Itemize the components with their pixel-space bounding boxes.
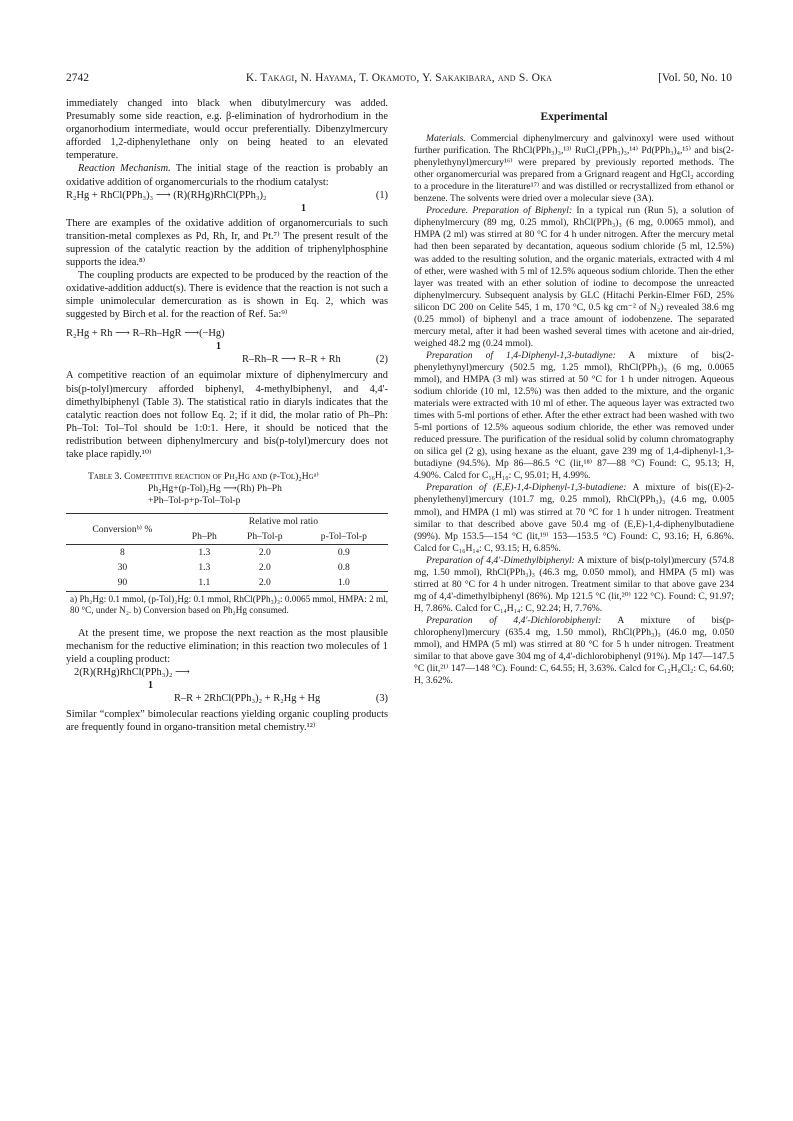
table-col-1: Ph–Tol-p: [230, 529, 300, 545]
section-heading-mechanism: Reaction Mechanism.: [78, 163, 171, 175]
table-footnote: a) Ph₂Hg: 0.1 mmol, (p-Tol)₂Hg: 0.1 mmol, RhCl(PPh₃)₃: 0.0065 mmol, HMPA: 2 ml, 80 °C, under N₂. b) Conversion based on Ph₂Hg consumed.: [70, 593, 388, 616]
paragraph-butadiyne: Preparation of 1,4-Diphenyl-1,3-butadiyne: A mixture of bis(2-phenylethynyl)mercury (502.5 mg, 1.25 mmol), RhCl(PPh₃)₃ (6 mg, 0.0065 mmol), and HMPA (3 ml) was stirred at 50 °C for 1 h under nitrogen. Aqueous sodium chloride (10 ml, 12.5%) was then added to the mixture, and the organic materials were extracted with 10 ml of ether. The aqueous layer was extracted two times with 5-ml portions of ether. After the ether extract had been washed with two 5-ml portions of 12.5% aqueous sodium chloride, the ether was removed under reduced pressure. The purification of the residual solid by column chromatography on silica gel (2 g), using hexane as the eluant, gave 239 mg of 1,4-diphenyl-1,3-butadiyne (94.5%). Mp 86—86.5 °C (lit,¹⁸⁾ 87—88 °C) Found: C, 95.13; H, 4.90%. Calcd for C₁₆H₁₀: C, 95.01; H, 4.99%.: [414, 349, 734, 482]
table-3: [66, 513, 388, 591]
volume-info: [Vol. 50, No. 10: [658, 72, 732, 84]
table-header-conversion: Conversionᵇ⁾ %: [66, 514, 179, 545]
table-row: 30 1.3 2.0 0.8: [117, 562, 350, 574]
paragraph-mechanism: Reaction Mechanism. The initial stage of the reaction is probably an oxidative addition of organomercurials to the rhodium catalyst:: [66, 163, 388, 188]
paragraph-coupling: The coupling products are expected to be produced by the reaction of the oxidative-addition adduct(s). There is evidence that the reaction is not such a simple unimolecular demercuration as is shown in Eq. 2, which was suggested by Birch et al. for the reaction of Ref. 5a:⁹⁾: [66, 270, 388, 321]
paragraph-materials: Materials. Commercial diphenylmercury and galvinoxyl were used without further purification. The RhCl(PPh₃)₃,¹³⁾ RuCl₂(PPh₃)₃,¹⁴⁾ Pd(PPh₃)₄,¹⁵⁾ and bis(2-phenylethynyl)mercury¹⁶⁾ were prepared by previously reported methods. The other organomercurial was prepared from a Grignard reagent and HgCl₂ according to a procedure in the literature¹⁷⁾ and was distilled or recrystallized from ethanol or benzene. The solvents were dried over a molecular sieve (3A).: [414, 133, 734, 205]
equation-3b: R–R + 2RhCl(PPh₃)₂ + R₂Hg + Hg (3): [174, 692, 388, 704]
paragraph-proposal: At the present time, we propose the next reaction as the most plausible mechanism for the reductive elimination; in this reaction two molecules of 1 yield a coupling product:: [66, 627, 388, 665]
paragraph-procedure: Procedure. Preparation of Biphenyl: In a typical run (Run 5), a solution of diphenylmercury (89 mg, 0.25 mmol), RhCl(PPh₃)₃ (6 mg, 0.0065 mmol), and HMPA (2 ml) was stirred at 80 °C for 4 h under nitrogen. After the mercury metal had then been separated by decantation, aqueous sodium chloride (5 ml, 12.5%) was added to the resulting solution, and the organic materials, extracted with 4 ml of ether, were washed with 5 ml of 12.5% aqueous sodium chloride. Then the ether layer was treated with an ether solution of iodine to decompose the unreacted diphenylmercury. Subsequent analysis by GLC (Hitachi Perkin-Elmer F6D, 25% silicon DC 200 on Celite 545, 1 m, 170 °C, 0.5 kg cm⁻² of N₂) revealed 38.6 mg (0.25 mmol) of biphenyl and a trace amount of iodobenzene. The separated mercury metal, after it had been washed several times with acetone and air-dried, weighed 48.2 mg (0.24 mmol).: [414, 205, 734, 349]
equation-1: R₂Hg + RhCl(PPh₃)₃ ⟶ (R)(RHg)RhCl(PPh₃)₂ (1) 1: [66, 189, 388, 214]
equation-2b: R–Rh–R ⟶ R–R + Rh (2): [242, 354, 388, 366]
table-col-0: Ph–Ph: [179, 529, 230, 545]
equation-3a: 2(R)(RHg)RhCl(PPh₃)₂ ⟶ 1: [74, 666, 190, 691]
paragraph-oxidative-addition: There are examples of the oxidative addition of organomercurials to such transition-metal complexes as Pd, Rh, Ir, and Pt.⁷⁾ The present result of the supression of the catalytic reaction by the addition of triphenylphosphine supports the idea.⁸⁾: [66, 217, 388, 268]
table-header-group: Relative mol ratio: [179, 514, 388, 530]
paragraph-competitive: A competitive reaction of an equimolar mixture of diphenylmercury and bis(p-tolyl)mercury afforded biphenyl, 4-methylbiphenyl, and 4,4'-dimethylbiphenyl (Table 3). The statistical ratio in diaryls indicates that the catalytic reaction does not follow Eq. 2; if it did, the molar ratio of Ph–Ph: Ph–Tol: Tol–Tol should be 1:0:1. Here, it should be noticed that the redistribution between diphenylmercury and bis(p-tolyl)mercury does not take place rapidly.¹⁰⁾: [66, 370, 388, 460]
left-column: [66, 97, 388, 734]
paragraph-dichlorobiphenyl: Preparation of 4,4'-Dichlorobiphenyl: A mixture of bis(p-chlorophenyl)mercury (635.4 mg, 1.50 mmol), RhCl(PPh₃)₃ (46.0 mg, 0.050 mmol), and HMPA (5 ml) was stirred at 80 °C for 5 h under nitrogen. Treatment similar to that above gave 304 mg of 4,4'-dichlorobiphenyl (91%). Mp 147—147.5 °C (lit,²¹⁾ 147—148 °C). Found: C, 64.55; H, 3.63%. Calcd for C₁₂H₈Cl₂: C, 64.60; H, 3.62%.: [414, 614, 734, 687]
section-title-experimental: Experimental: [540, 111, 608, 123]
page-number: 2742: [66, 72, 89, 84]
running-header: [66, 72, 732, 88]
table-row: 90 1.1 2.0 1.0: [66, 575, 388, 591]
paragraph-dimethylbiphenyl: Preparation of 4,4'-Dimethylbiphenyl: A mixture of bis(p-tolyl)mercury (574.8 mg, 1.50 mmol), RhCl(PPh₃)₃ (46.3 mg, 0.050 mmol), and HMPA (5 ml) was stirred at 80 °C for 4 h under nitrogen. Treatment similar to that above gave 234 mg of 4,4'-dimethylbiphenyl (86%). Mp 121.5 °C (lit,²⁰⁾ 122 °C). Found: C, 91.97; H, 7.86%. Calcd for C₁₄H₁₄: C, 92.24; H, 7.76%.: [414, 554, 734, 614]
paragraph-bimolecular: Similar “complex” bimolecular reactions yielding organic coupling products are frequently found in organo-transition metal chemistry.¹²⁾: [66, 708, 388, 733]
right-column: [414, 97, 734, 687]
paragraph-side-reaction: immediately changed into black when dibutylmercury was added. Presumably some side reaction, e.g. β-elimination of hydrorhodium in the organorhodium intermediate, would occur preferentially. Dibenzylmercury afforded 1,2-diphenylethane only on being heated to an elevated temperature.: [66, 98, 388, 162]
equation-2a: R₂Hg + Rh ⟶ R–Rh–HgR ⟶(−Hg) 1: [66, 328, 225, 353]
table-col-2: p-Tol–Tol-p: [300, 529, 388, 545]
authors: K. Takagi, N. Hayama, T. Okamoto, Y. Sakakibara, and S. Oka: [245, 72, 553, 84]
paragraph-butadiene: Preparation of (E,E)-1,4-Diphenyl-1,3-butadiene: A mixture of bis((E)-2-phenylethenyl)mercury (101.7 mg, 0.25 mmol), RhCl(PPh₃)₃ (4.6 mg, 0.005 mmol), and HMPA (1 ml) was stirred at 70 °C for 1 h under nitrogen. Treatment similar to that described above gave 50.4 mg of (E,E)-1,4-diphenylbutadiene (99%). Mp 153.5—154 °C (lit,¹⁹⁾ 153—153.5 °C) Found: C, 93.16; H, 6.86%. Calcd for C₁₆H₁₄: C, 93.15; H, 6.85%.: [414, 482, 734, 554]
table-caption: Table 3. Competitive reaction of Ph₂Hg and (p-Tol)₂Hgᵃ⁾ Ph₂Hg+(p-Tol)₂Hg ⟶(Rh) Ph–Ph +Ph–Tol-p+p-Tol–Tol-p: [88, 471, 319, 507]
table-row: 8 1.3 2.0 0.9: [119, 547, 350, 559]
